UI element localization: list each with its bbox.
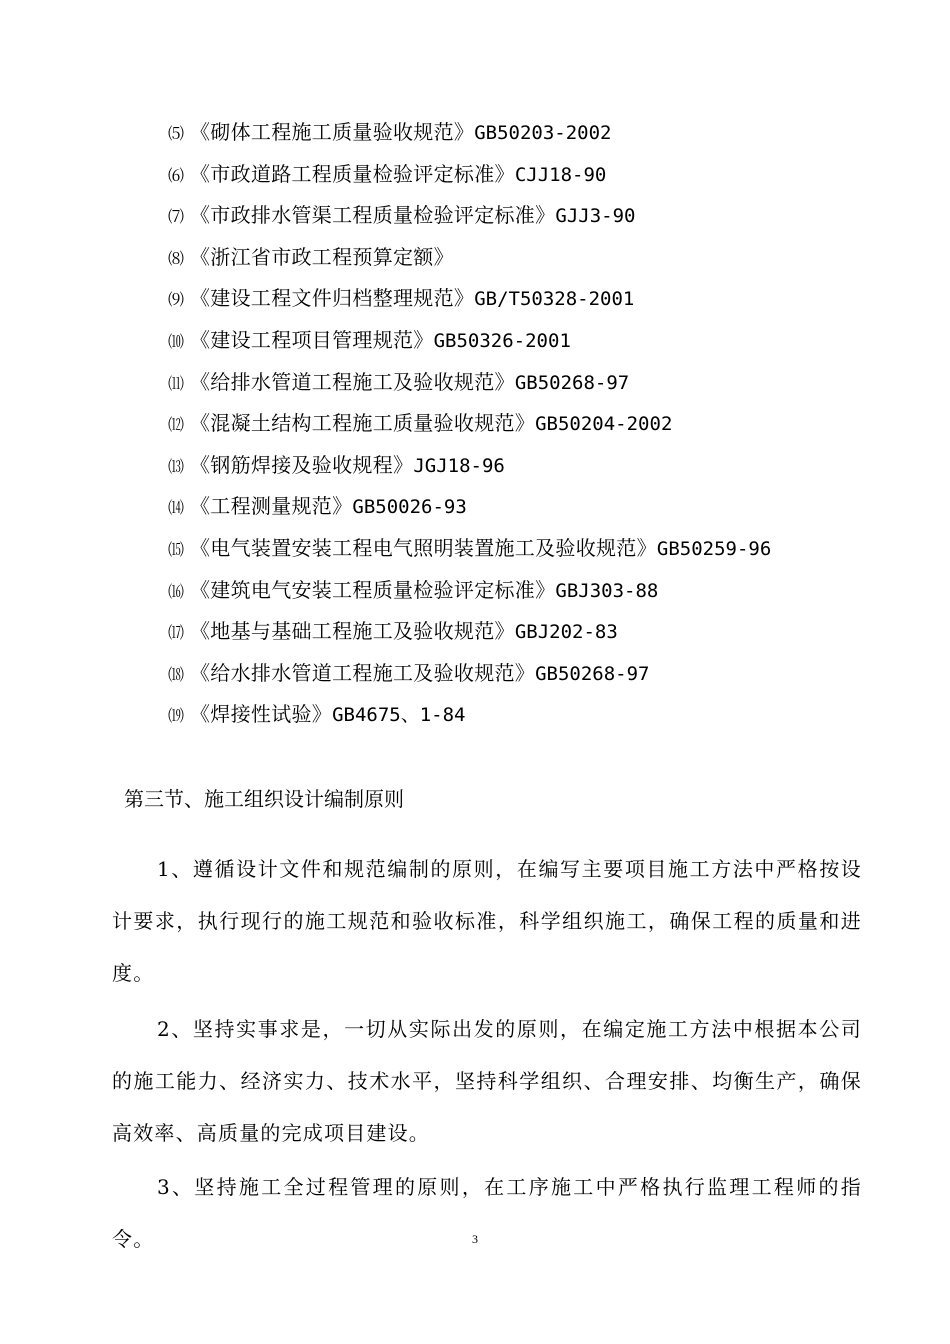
reference-title: 《市政排水管渠工程质量检验评定标准》 — [190, 203, 556, 228]
reference-number: ⒀ — [168, 456, 184, 476]
reference-code: GJJ3-90 — [555, 205, 636, 228]
reference-title: 《砌体工程施工质量验收规范》 — [190, 120, 475, 144]
reference-item — [168, 486, 908, 528]
reference-code: GB50259-96 — [656, 537, 772, 560]
reference-title: 《电气装置安装工程电气照明装置施工及验收规范》 — [190, 535, 657, 560]
reference-number: ⑻ — [168, 248, 184, 268]
reference-number: ⒁ — [168, 498, 184, 518]
reference-number: ⑹ — [168, 165, 184, 185]
reference-code: GB50204-2002 — [535, 413, 673, 436]
page-number: 3 — [472, 1232, 478, 1246]
reference-title: 《混凝土结构工程施工质量验收规范》 — [190, 411, 536, 436]
reference-number: ⒃ — [168, 581, 184, 601]
reference-item — [168, 237, 908, 279]
reference-item — [168, 362, 908, 404]
reference-title: 《焊接性试验》 — [190, 702, 333, 727]
reference-item — [168, 611, 908, 653]
reference-number: ⑸ — [168, 124, 184, 143]
reference-item — [168, 112, 908, 154]
reference-number: ⑽ — [168, 331, 184, 351]
reference-number: ⑿ — [168, 415, 184, 435]
reference-title: 《建筑电气安装工程质量检验评定标准》 — [190, 577, 556, 602]
reference-title: 《给水排水管道工程施工及验收规范》 — [190, 660, 536, 685]
reference-title: 《地基与基础工程施工及验收规范》 — [190, 619, 515, 644]
reference-code: GB/T50328-2001 — [474, 288, 635, 311]
reference-code: JGJ18-96 — [413, 454, 505, 477]
reference-title: 《建设工程文件归档整理规范》 — [190, 286, 475, 311]
paragraph-principle-2: 2、坚持实事求是，一切从实际出发的原则，在编定施工方法中根据本公司的施工能力、经济实力、技术水平，坚持科学组织、合理安排、均衡生产，确保高效率、高质量的完成项目建设。 — [112, 1017, 862, 1145]
reference-code: CJJ18-90 — [514, 163, 607, 186]
reference-item — [168, 445, 908, 487]
reference-item — [168, 403, 908, 445]
reference-item — [168, 528, 908, 570]
reference-code: GB50326-2001 — [433, 329, 571, 352]
reference-number: ⑾ — [168, 373, 184, 393]
reference-code: GB50026-93 — [352, 496, 467, 519]
reference-title: 《钢筋焊接及验收规程》 — [190, 452, 414, 477]
reference-code: GB4675、1-84 — [332, 704, 466, 727]
reference-item — [168, 570, 908, 612]
reference-code: GB50203-2002 — [474, 122, 612, 144]
reference-list — [168, 112, 908, 736]
reference-number: ⒅ — [168, 664, 184, 684]
reference-number: ⒄ — [168, 623, 184, 643]
paragraph-principle-3: 3、坚持施工全过程管理的原则，在工序施工中严格执行监理工程师的指令。 — [112, 1175, 862, 1251]
reference-number: ⒂ — [168, 539, 184, 559]
reference-item — [168, 154, 908, 196]
reference-title: 《给排水管道工程施工及验收规范》 — [190, 369, 515, 394]
section-heading: 第三节、施工组织设计编制原则 — [124, 787, 404, 811]
reference-number: ⑼ — [168, 290, 184, 310]
reference-item — [168, 653, 908, 695]
reference-number: ⑺ — [168, 207, 184, 227]
reference-code: GB50268-97 — [535, 662, 650, 685]
reference-code: GBJ202-83 — [514, 621, 618, 644]
reference-title: 《市政道路工程质量检验评定标准》 — [190, 161, 515, 186]
paragraph-principle-1: 1、遵循设计文件和规范编制的原则，在编写主要项目施工方法中严格按设计要求，执行现行的施工规范和验收标准，科学组织施工，确保工程的质量和进度。 — [112, 857, 862, 985]
reference-item — [168, 694, 908, 736]
reference-title: 《工程测量规范》 — [190, 494, 353, 519]
reference-number: ⒆ — [168, 706, 184, 726]
reference-code: GBJ303-88 — [555, 579, 659, 602]
reference-item — [168, 278, 908, 320]
reference-title: 《建设工程项目管理规范》 — [190, 327, 434, 352]
reference-code: GB50268-97 — [514, 371, 630, 394]
reference-item — [168, 320, 908, 362]
reference-title: 《浙江省市政工程预算定额》 — [190, 244, 454, 269]
reference-item — [168, 195, 908, 237]
